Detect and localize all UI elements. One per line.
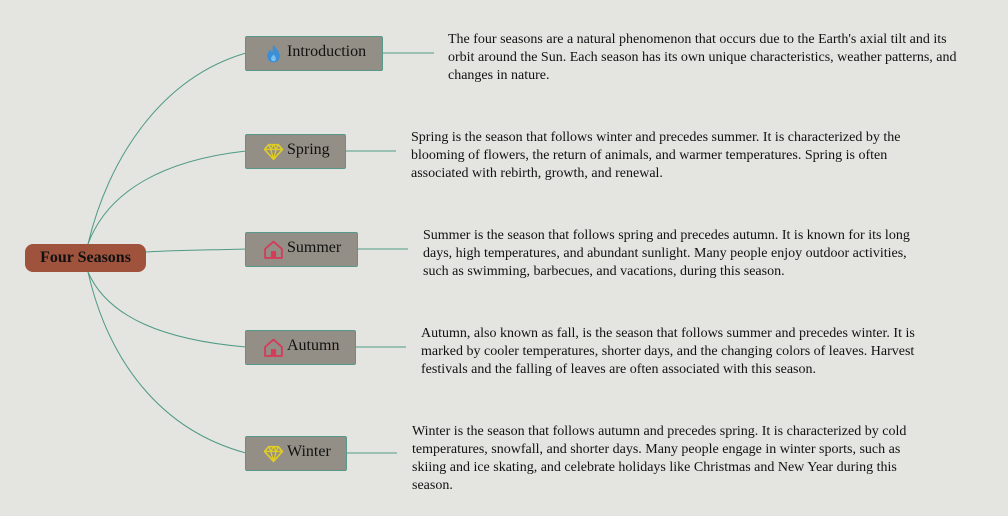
description-summer: Summer is the season that follows spring and precedes autumn. It is known for its long days, high temperatures, and abundant sunlight. Many people enjoy outdoor activities, such as swimming, barbecues, and vacations, during this season. xyxy=(423,228,910,279)
topic-introduction[interactable] xyxy=(245,36,383,71)
topic-label: Introduction xyxy=(287,42,367,60)
branch-autumn xyxy=(88,272,246,347)
diamond-icon xyxy=(263,141,284,162)
house-icon xyxy=(263,337,284,358)
central-topic-four-seasons[interactable] xyxy=(25,244,146,272)
topic-autumn[interactable] xyxy=(245,330,356,365)
description-spring: Spring is the season that follows winter and precedes summer. It is characterized by the blooming of flowers, the return of animals, and warmer temperatures. Spring is often associated with rebirth, growth, and renewal. xyxy=(411,130,901,181)
description-introduction: The four seasons are a natural phenomenon that occurs due to the Earth's axial tilt and its orbit around the Sun. Each season has its own unique characteristics, weather patterns, and changes in nature. xyxy=(448,32,957,83)
branch-summer xyxy=(146,249,246,252)
branch-introduction xyxy=(88,53,246,244)
branch-spring xyxy=(88,151,246,244)
description-autumn: Autumn, also known as fall, is the season that follows summer and precedes winter. It is marked by cooler temperatures, shorter days, and the changing colors of leaves. Harvest festivals and the falling of leaves are often associated with this season. xyxy=(421,326,915,377)
topic-label: Winter xyxy=(287,442,331,460)
topic-spring[interactable] xyxy=(245,134,346,169)
topic-label: Spring xyxy=(287,140,330,158)
central-topic-label: Four Seasons xyxy=(40,249,131,266)
branch-winter xyxy=(88,272,246,453)
topic-label: Summer xyxy=(287,238,342,256)
flame-icon xyxy=(263,43,284,64)
topic-label: Autumn xyxy=(287,336,340,354)
diamond-icon xyxy=(263,443,284,464)
topic-summer[interactable] xyxy=(245,232,358,267)
topic-winter[interactable] xyxy=(245,436,347,471)
description-winter: Winter is the season that follows autumn and precedes spring. It is characterized by cold temperatures, snowfall, and shorter days. Many people engage in winter sports, such as skiing and ice skating, and celebrate holidays like Christmas and New Year during this season. xyxy=(412,424,907,493)
house-icon xyxy=(263,239,284,260)
